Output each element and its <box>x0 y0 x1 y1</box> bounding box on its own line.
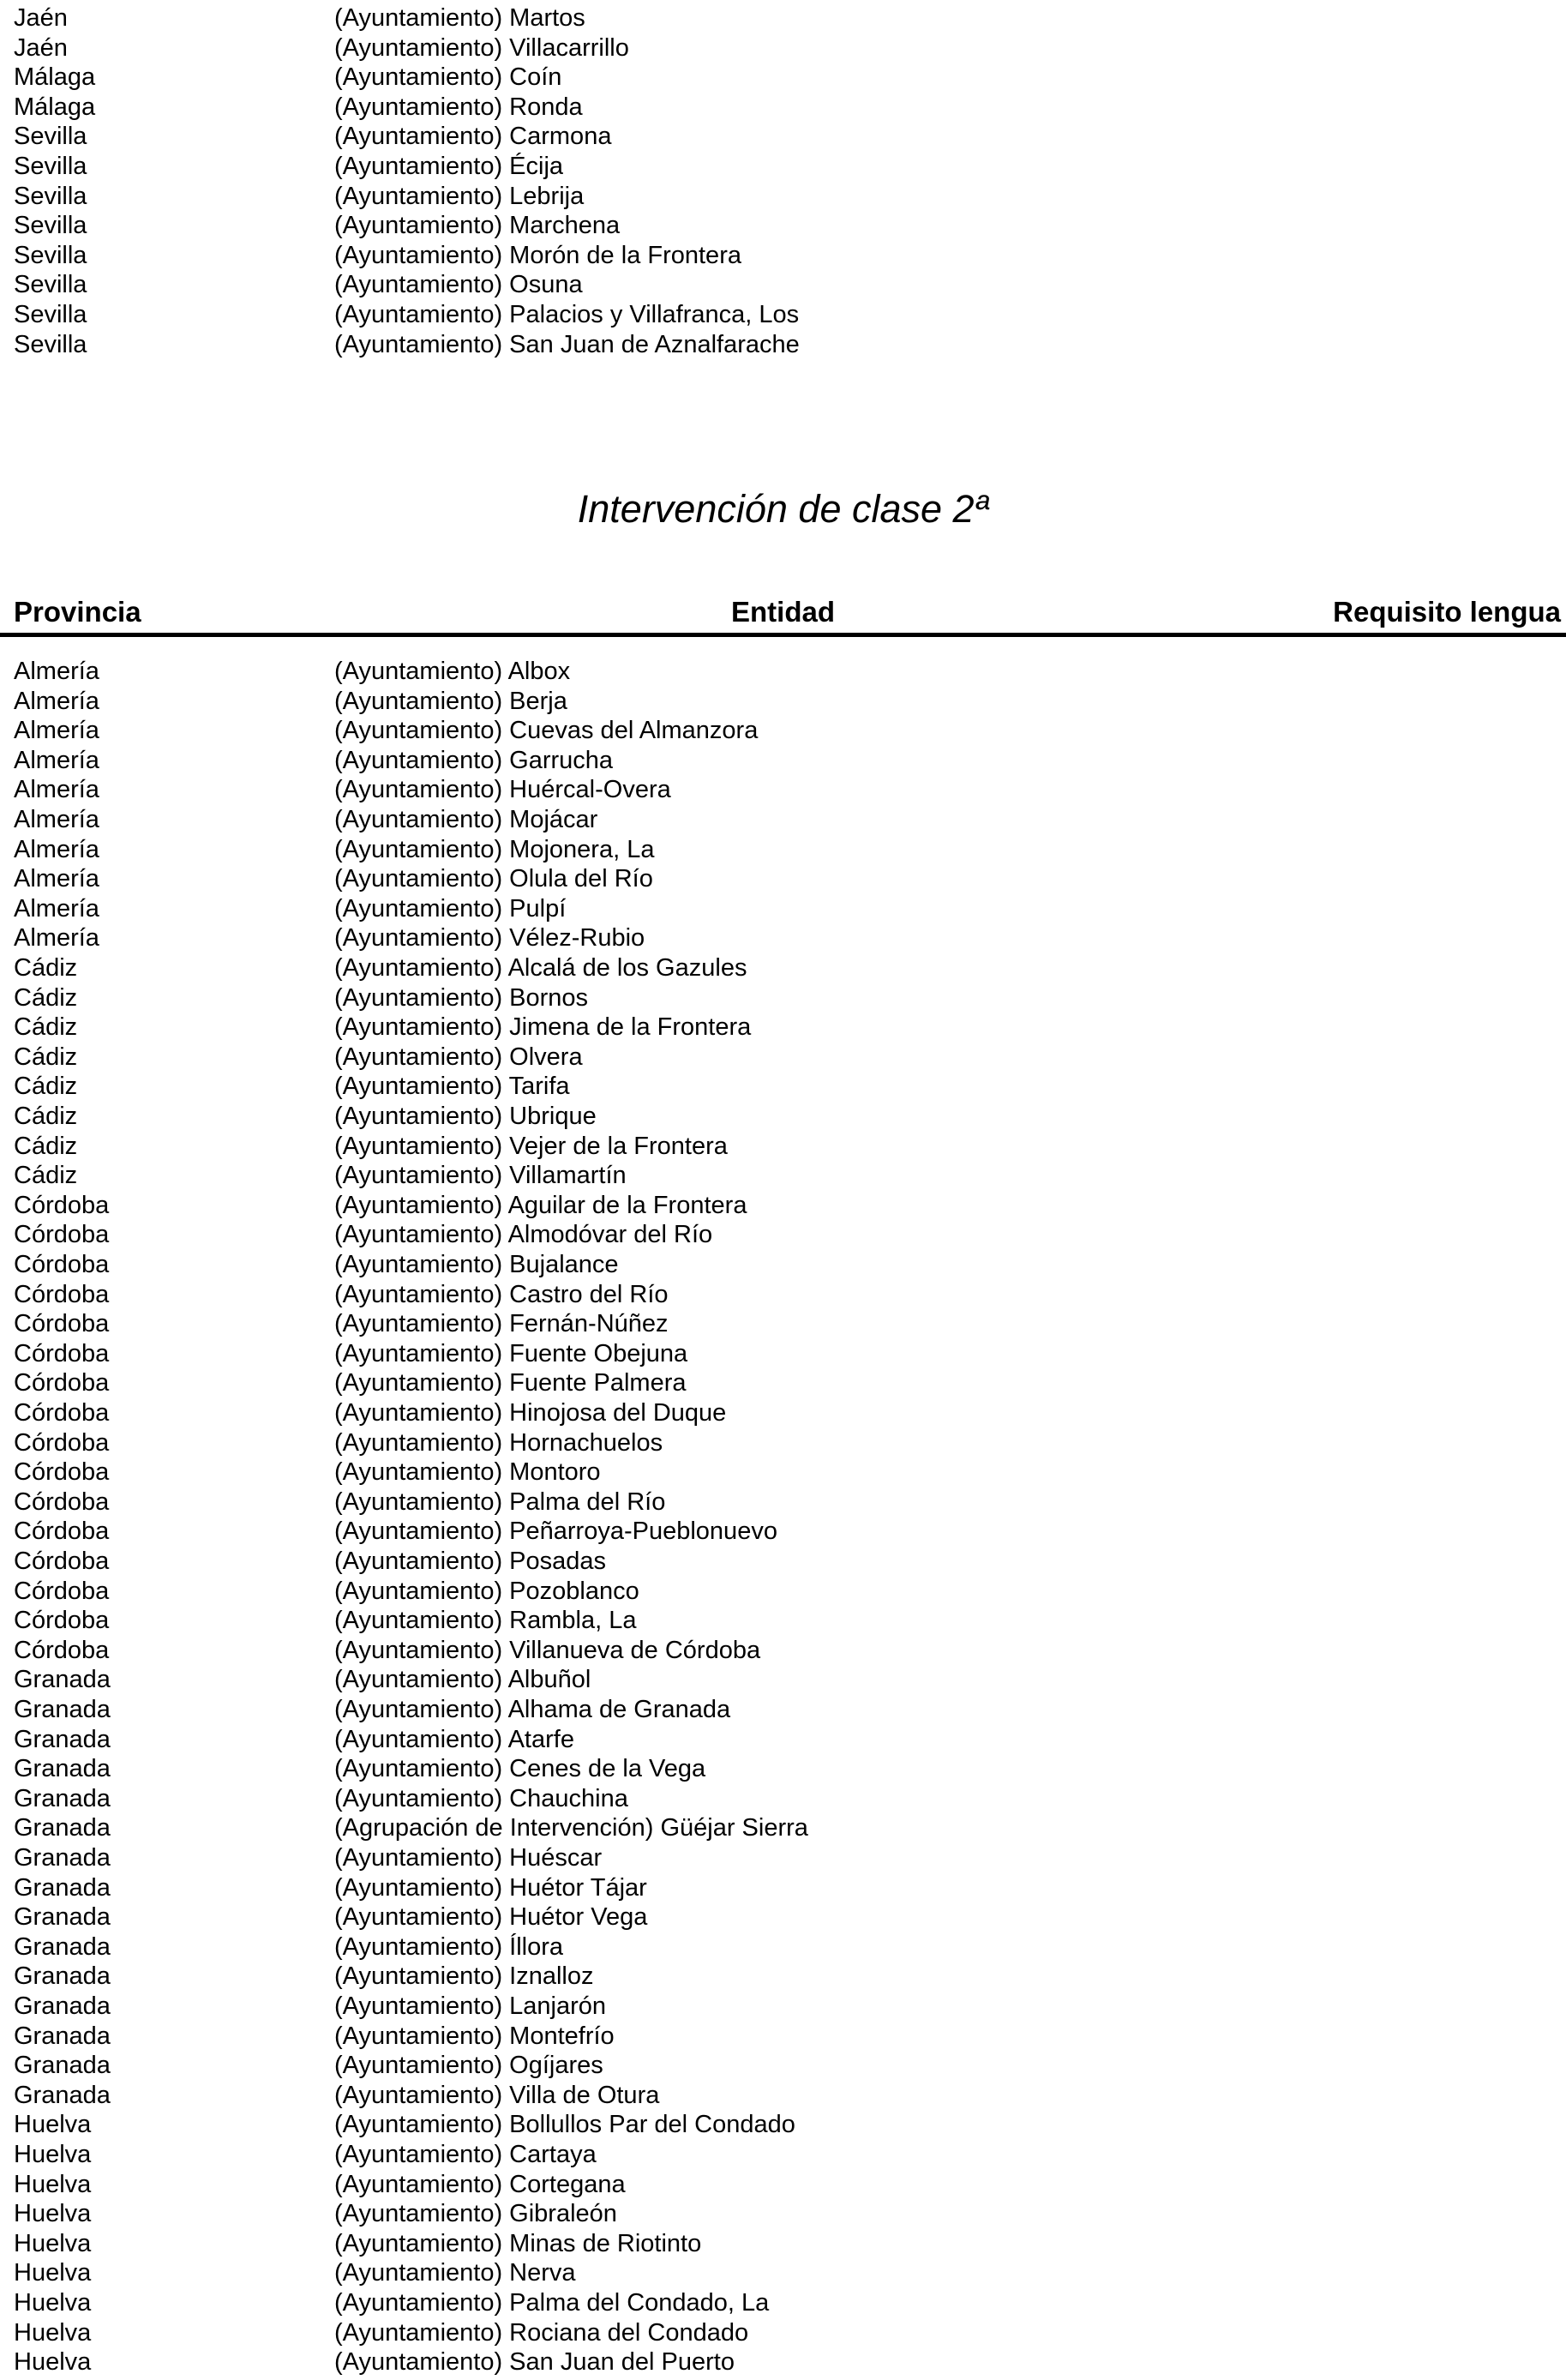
provincia-cell: Granada <box>14 1755 111 1783</box>
table-row <box>0 1102 1566 1132</box>
provincia-cell: Córdoba <box>14 1458 110 1487</box>
provincia-cell: Cádiz <box>14 1043 78 1071</box>
provincia-cell: Granada <box>14 2022 111 2050</box>
table-row <box>0 2318 1566 2348</box>
entidad-cell: (Ayuntamiento) Posadas <box>334 1548 607 1575</box>
entidad-cell: (Ayuntamiento) San Juan de Aznalfarache <box>334 330 800 358</box>
entidad-cell: (Ayuntamiento) Palma del Condado, La <box>334 2289 770 2317</box>
table-row <box>0 2140 1566 2170</box>
entidad-cell: (Ayuntamiento) Fernán-Núñez <box>334 1310 669 1338</box>
entidad-cell: (Ayuntamiento) Minas de Riotinto <box>334 2229 702 2257</box>
entidad-cell: (Ayuntamiento) Garrucha <box>334 746 614 774</box>
provincia-cell: Sevilla <box>14 271 87 299</box>
table-row <box>0 1784 1566 1814</box>
table-row <box>0 746 1566 776</box>
entidad-cell: (Ayuntamiento) Lebrija <box>334 182 585 210</box>
table-row <box>0 2258 1566 2288</box>
entidad-cell: (Ayuntamiento) Montoro <box>334 1458 601 1487</box>
provincia-cell: Granada <box>14 1844 111 1872</box>
table-row <box>0 1695 1566 1725</box>
table-row <box>0 182 1566 212</box>
provincia-cell: Cádiz <box>14 1103 78 1130</box>
entidad-cell: (Ayuntamiento) Huéscar <box>334 1844 603 1872</box>
entidad-cell: (Ayuntamiento) Bollullos Par del Condado <box>334 2111 795 2139</box>
table-row <box>0 983 1566 1013</box>
entidad-cell: (Ayuntamiento) Castro del Río <box>334 1280 669 1308</box>
entidad-cell: (Ayuntamiento) Fuente Palmera <box>334 1369 687 1397</box>
provincia-cell: Cádiz <box>14 954 78 982</box>
provincia-cell: Huelva <box>14 2111 92 2139</box>
table-row <box>0 1902 1566 1932</box>
entidad-cell: (Ayuntamiento) Villamartín <box>334 1162 627 1190</box>
provincia-cell: Córdoba <box>14 1636 110 1664</box>
column-header-entidad: Entidad <box>731 596 835 628</box>
provincia-cell: Córdoba <box>14 1607 110 1635</box>
table-row <box>0 241 1566 271</box>
table-row <box>0 2347 1566 2377</box>
entidad-cell: (Ayuntamiento) Albox <box>334 658 571 685</box>
entidad-cell: (Ayuntamiento) Villacarrillo <box>334 33 629 62</box>
table-row <box>0 1606 1566 1636</box>
provincia-cell: Granada <box>14 1932 111 1961</box>
entidad-cell: (Ayuntamiento) Pulpí <box>334 894 567 923</box>
table-row <box>0 1072 1566 1102</box>
provincia-cell: Jaén <box>14 4 68 32</box>
provincia-cell: Sevilla <box>14 330 87 358</box>
column-header-provincia: Provincia <box>14 596 141 628</box>
column-header-requisito-lengua: Requisito lengua <box>1333 596 1561 628</box>
provincia-cell: Cádiz <box>14 983 78 1012</box>
table-row <box>0 300 1566 330</box>
provincia-cell: Córdoba <box>14 1369 110 1397</box>
table-row <box>0 1547 1566 1577</box>
entidad-cell: (Ayuntamiento) Albuñol <box>334 1666 591 1694</box>
provincia-cell: Almería <box>14 806 99 833</box>
entidad-cell: (Ayuntamiento) Bornos <box>334 983 589 1012</box>
entidad-cell: (Ayuntamiento) Peñarroya-Pueblonuevo <box>334 1518 777 1546</box>
provincia-cell: Huelva <box>14 2200 92 2228</box>
table-row <box>0 864 1566 894</box>
table-row <box>0 330 1566 360</box>
entidad-cell: (Ayuntamiento) Palma del Río <box>334 1488 666 1516</box>
entidad-cell: (Ayuntamiento) Rambla, La <box>334 1607 637 1635</box>
table-row <box>0 2170 1566 2200</box>
provincia-cell: Almería <box>14 687 99 715</box>
provincia-cell: Granada <box>14 1962 111 1991</box>
entidad-cell: (Ayuntamiento) Cenes de la Vega <box>334 1755 706 1783</box>
entidad-cell: (Ayuntamiento) Ronda <box>334 93 583 121</box>
provincia-cell: Córdoba <box>14 1518 110 1546</box>
table-row <box>0 1428 1566 1458</box>
entidad-cell: (Ayuntamiento) Atarfe <box>334 1725 574 1753</box>
provincia-cell: Huelva <box>14 2229 92 2257</box>
entidad-cell: (Ayuntamiento) Vélez-Rubio <box>334 924 645 953</box>
table-row <box>0 1339 1566 1369</box>
table-row <box>0 1220 1566 1250</box>
table-row <box>0 1043 1566 1073</box>
table-row <box>0 1992 1566 2022</box>
entidad-cell: (Ayuntamiento) Huércal-Overa <box>334 776 671 804</box>
entidad-cell: (Ayuntamiento) Pozoblanco <box>334 1577 639 1605</box>
provincia-cell: Córdoba <box>14 1221 110 1249</box>
provincia-cell: Córdoba <box>14 1577 110 1605</box>
entidad-cell: (Ayuntamiento) Bujalance <box>334 1251 619 1278</box>
entidad-cell: (Ayuntamiento) Cuevas del Almanzora <box>334 717 759 745</box>
provincia-cell: Granada <box>14 1784 111 1812</box>
provincia-cell: Málaga <box>14 63 96 92</box>
entidad-cell: (Ayuntamiento) Olula del Río <box>334 865 653 893</box>
table-row <box>0 716 1566 746</box>
entidad-cell: (Ayuntamiento) Íllora <box>334 1932 564 1961</box>
provincia-cell: Huelva <box>14 2141 92 2168</box>
provincia-cell: Córdoba <box>14 1399 110 1427</box>
table-row <box>0 1398 1566 1428</box>
provincia-cell: Huelva <box>14 2289 92 2317</box>
entidad-cell: (Agrupación de Intervención) Güéjar Sierra <box>334 1814 808 1842</box>
table-row <box>0 1636 1566 1666</box>
entidad-cell: (Ayuntamiento) Coín <box>334 63 562 92</box>
entidad-cell: (Ayuntamiento) Aguilar de la Frontera <box>334 1191 747 1219</box>
table-row <box>0 1754 1566 1784</box>
table-row <box>0 1368 1566 1398</box>
table-row <box>0 2081 1566 2111</box>
provincia-cell: Granada <box>14 2052 111 2080</box>
table-row <box>0 1488 1566 1518</box>
table-row <box>0 2051 1566 2081</box>
table-row <box>0 953 1566 983</box>
entidad-cell: (Ayuntamiento) Ogíjares <box>334 2052 603 2080</box>
entidad-cell: (Ayuntamiento) Hinojosa del Duque <box>334 1399 727 1427</box>
entidad-cell: (Ayuntamiento) Villanueva de Córdoba <box>334 1636 761 1664</box>
provincia-cell: Jaén <box>14 33 68 62</box>
provincia-cell: Almería <box>14 746 99 774</box>
entidad-cell: (Ayuntamiento) Almodóvar del Río <box>334 1221 713 1249</box>
table-row <box>0 805 1566 835</box>
entidad-cell: (Ayuntamiento) Cortegana <box>334 2170 626 2198</box>
provincia-cell: Cádiz <box>14 1073 78 1101</box>
table-row <box>0 1457 1566 1488</box>
provincia-cell: Sevilla <box>14 153 87 180</box>
provincia-cell: Almería <box>14 717 99 745</box>
provincia-cell: Almería <box>14 924 99 953</box>
provincia-cell: Córdoba <box>14 1339 110 1367</box>
provincia-cell: Granada <box>14 1873 111 1902</box>
entidad-cell: (Ayuntamiento) Hornachuelos <box>334 1428 663 1457</box>
entidad-cell: (Ayuntamiento) Berja <box>334 687 567 715</box>
entidad-cell: (Ayuntamiento) Ubrique <box>334 1103 597 1130</box>
provincia-cell: Córdoba <box>14 1310 110 1338</box>
table-row <box>0 33 1566 63</box>
table-row <box>0 2199 1566 2229</box>
table-row <box>0 1725 1566 1755</box>
provincia-cell: Córdoba <box>14 1548 110 1575</box>
entidad-cell: (Ayuntamiento) Chauchina <box>334 1784 628 1812</box>
table-header <box>0 595 1566 629</box>
provincia-cell: Córdoba <box>14 1251 110 1278</box>
provincia-cell: Huelva <box>14 2318 92 2347</box>
entidad-cell: (Ayuntamiento) Tarifa <box>334 1073 570 1101</box>
provincia-cell: Córdoba <box>14 1488 110 1516</box>
provincia-cell: Cádiz <box>14 1162 78 1190</box>
table-row <box>0 63 1566 93</box>
table-row <box>0 1665 1566 1695</box>
entidad-cell: (Ayuntamiento) Lanjarón <box>334 1992 607 2020</box>
table-row <box>0 894 1566 924</box>
table-row <box>0 923 1566 953</box>
provincia-cell: Sevilla <box>14 182 87 210</box>
provincia-cell: Granada <box>14 1992 111 2020</box>
provincia-cell: Granada <box>14 1725 111 1753</box>
table-row <box>0 2229 1566 2259</box>
provincia-cell: Sevilla <box>14 123 87 151</box>
table-row <box>0 1577 1566 1607</box>
provincia-cell: Málaga <box>14 93 96 121</box>
provincia-cell: Córdoba <box>14 1428 110 1457</box>
provincia-cell: Sevilla <box>14 301 87 328</box>
entidad-cell: (Ayuntamiento) Palacios y Villafranca, Los <box>334 301 800 328</box>
entidad-cell: (Ayuntamiento) Gibraleón <box>334 2200 617 2228</box>
entidad-cell: (Ayuntamiento) Alcalá de los Gazules <box>334 954 747 982</box>
entidad-cell: (Ayuntamiento) Alhama de Granada <box>334 1696 731 1723</box>
table-row <box>0 93 1566 123</box>
table-row <box>0 1191 1566 1221</box>
entidad-cell: (Ayuntamiento) Mojonera, La <box>334 835 655 863</box>
table-row <box>0 122 1566 152</box>
entidad-cell: (Ayuntamiento) Écija <box>334 153 564 180</box>
table-row <box>0 1932 1566 1962</box>
provincia-cell: Almería <box>14 894 99 923</box>
provincia-cell: Granada <box>14 1666 111 1694</box>
table-row <box>0 2022 1566 2052</box>
entidad-cell: (Ayuntamiento) Carmona <box>334 123 612 151</box>
entidad-cell: (Ayuntamiento) Rociana del Condado <box>334 2318 749 2347</box>
entidad-cell: (Ayuntamiento) Olvera <box>334 1043 583 1071</box>
provincia-cell: Almería <box>14 865 99 893</box>
provincia-cell: Córdoba <box>14 1280 110 1308</box>
provincia-cell: Almería <box>14 835 99 863</box>
provincia-cell: Huelva <box>14 2259 92 2287</box>
provincia-cell: Sevilla <box>14 241 87 269</box>
entidad-cell: (Ayuntamiento) Jimena de la Frontera <box>334 1013 752 1042</box>
provincia-cell: Córdoba <box>14 1191 110 1219</box>
table-row <box>0 1873 1566 1903</box>
entidad-cell: (Ayuntamiento) Cartaya <box>334 2141 597 2168</box>
entidad-cell: (Ayuntamiento) Vejer de la Frontera <box>334 1132 728 1160</box>
provincia-cell: Cádiz <box>14 1132 78 1160</box>
table-row <box>0 687 1566 717</box>
provincia-cell: Almería <box>14 776 99 804</box>
table-row <box>0 1161 1566 1191</box>
provincia-cell: Sevilla <box>14 212 87 240</box>
entidad-cell: (Ayuntamiento) San Juan del Puerto <box>334 2348 735 2377</box>
table-row <box>0 1309 1566 1339</box>
table-row <box>0 1132 1566 1162</box>
table-row <box>0 835 1566 865</box>
table-row <box>0 1517 1566 1547</box>
entidad-cell: (Ayuntamiento) Marchena <box>334 212 621 240</box>
entidad-cell: (Ayuntamiento) Mojácar <box>334 806 598 833</box>
entidad-cell: (Ayuntamiento) Nerva <box>334 2259 576 2287</box>
table-row <box>0 657 1566 687</box>
entidad-cell: (Ayuntamiento) Fuente Obejuna <box>334 1339 688 1367</box>
provincia-cell: Almería <box>14 658 99 685</box>
provincia-cell: Cádiz <box>14 1013 78 1042</box>
provincia-cell: Huelva <box>14 2348 92 2377</box>
entidad-cell: (Ayuntamiento) Montefrío <box>334 2022 615 2050</box>
table-row <box>0 3 1566 33</box>
entidad-cell: (Ayuntamiento) Morón de la Frontera <box>334 241 741 269</box>
entidad-cell: (Ayuntamiento) Huétor Vega <box>334 1903 648 1932</box>
table-row <box>0 1250 1566 1280</box>
table-row <box>0 211 1566 241</box>
provincia-cell: Granada <box>14 1903 111 1932</box>
table-row <box>0 1843 1566 1873</box>
table-row <box>0 1280 1566 1310</box>
entidad-cell: (Ayuntamiento) Huétor Tájar <box>334 1873 647 1902</box>
table-row <box>0 1962 1566 1992</box>
table-row <box>0 1813 1566 1843</box>
table-row <box>0 1013 1566 1043</box>
section-title: Intervención de clase 2ª <box>577 487 989 531</box>
table-row <box>0 2288 1566 2318</box>
header-divider <box>0 633 1566 637</box>
entidad-cell: (Ayuntamiento) Iznalloz <box>334 1962 594 1991</box>
provincia-cell: Granada <box>14 1814 111 1842</box>
entidad-cell: (Ayuntamiento) Villa de Otura <box>334 2081 660 2109</box>
table-row <box>0 2110 1566 2140</box>
table-row <box>0 775 1566 805</box>
provincia-cell: Huelva <box>14 2170 92 2198</box>
entidad-cell: (Ayuntamiento) Osuna <box>334 271 583 299</box>
table-row <box>0 152 1566 182</box>
provincia-cell: Granada <box>14 2081 111 2109</box>
table-row <box>0 270 1566 300</box>
provincia-cell: Granada <box>14 1696 111 1723</box>
entidad-cell: (Ayuntamiento) Martos <box>334 4 585 32</box>
